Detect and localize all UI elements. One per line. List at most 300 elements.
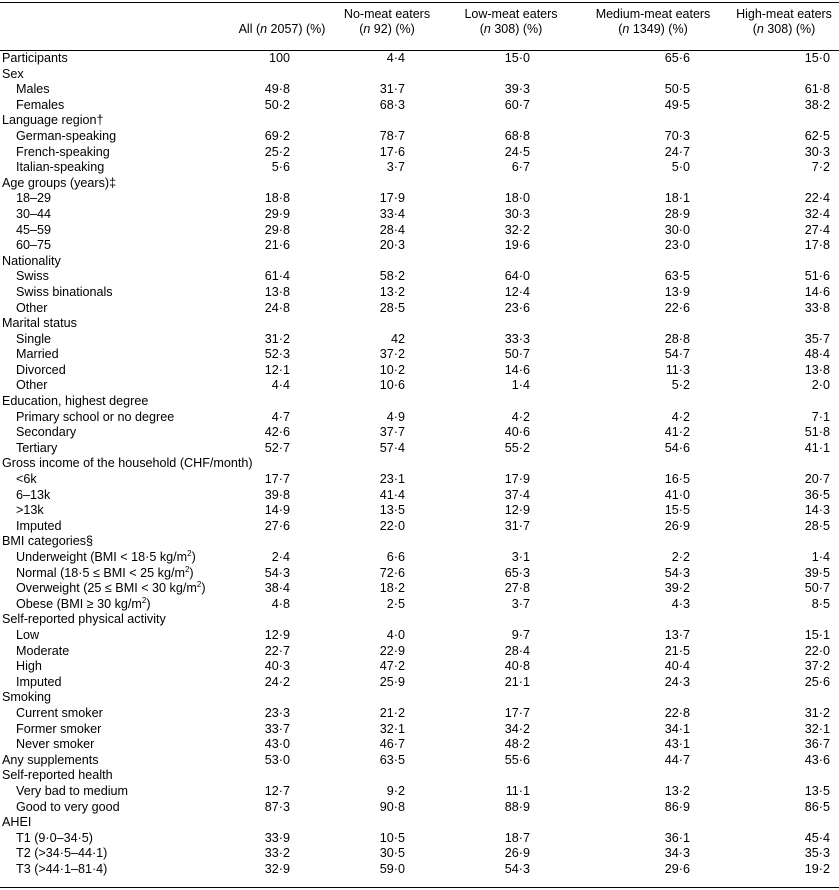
row-label: Very bad to medium [16,783,129,798]
row-label: Italian-speaking [16,160,105,175]
cell-value: 21·2 [379,705,405,720]
cell-value: 17·7 [264,472,290,487]
cell-value: 61·8 [804,82,830,97]
cell-value: 46·7 [379,737,405,752]
table-row [0,706,839,722]
cell-value: 36·1 [664,830,690,845]
table-row [0,519,839,535]
cell-value: 23·0 [664,238,690,253]
cell-value: 29·8 [264,222,290,237]
cell-value: 42·6 [264,425,290,440]
cell-value: 24·7 [664,144,690,159]
header-all: All (n 2057) (%) [238,22,326,36]
cell-value: 28·8 [664,331,690,346]
table-row [0,51,839,67]
cell-value: 43·6 [804,752,830,767]
table-row [0,347,839,363]
table-row [0,800,839,816]
cell-value: 86·5 [804,799,830,814]
row-label: Other [16,300,48,315]
cell-value: 24·8 [264,300,290,315]
table-body [0,51,839,877]
table-row [0,831,839,847]
cell-value: 31·7 [379,82,405,97]
table-row [0,456,839,472]
table-row [0,550,839,566]
cell-value: 4·3 [671,596,690,611]
cell-value: 33·8 [804,300,830,315]
cell-value: 13·8 [264,284,290,299]
cell-value: 9·2 [386,783,405,798]
cell-value: 34·2 [504,721,530,736]
cell-value: 32·1 [804,721,830,736]
row-label: Never smoker [16,737,95,752]
header-high-meat: High-meat eaters (n 308) (%) [736,7,832,36]
cell-value: 30·0 [664,222,690,237]
cell-value: 29·6 [664,861,690,876]
cell-value: 14·9 [264,503,290,518]
table-row [0,238,839,254]
cell-value: 55·2 [504,440,530,455]
cell-value: 22·6 [664,300,690,315]
cell-value: 14·3 [804,503,830,518]
cell-value: 27·6 [264,518,290,533]
cell-value: 26·9 [664,518,690,533]
table-row [0,597,839,613]
table-row [0,129,839,145]
table-row [0,628,839,644]
cell-value: 36·5 [804,487,830,502]
cell-value: 65·3 [504,565,530,580]
cell-value: 30·3 [804,144,830,159]
cell-value: 33·4 [379,206,405,221]
table-row [0,301,839,317]
row-label: German-speaking [16,128,117,143]
cell-value: 54·3 [504,861,530,876]
cell-value: 4·2 [671,409,690,424]
cell-value: 18·2 [379,581,405,596]
table-row [0,160,839,176]
cell-value: 14·6 [504,362,530,377]
cell-value: 9·7 [511,627,530,642]
cell-value: 16·5 [664,472,690,487]
row-label: Imputed [16,518,62,533]
cell-value: 70·3 [664,128,690,143]
table-row [0,425,839,441]
row-label: Tertiary [16,440,58,455]
row-label: 30–44 [16,206,52,221]
cell-value: 23·1 [379,472,405,487]
header-no-meat: No-meat eaters (n 92) (%) [343,7,431,36]
header-medium-meat: Medium-meat eaters (n 1349) (%) [595,7,711,36]
cell-value: 13·8 [804,362,830,377]
table-row [0,410,839,426]
cell-value: 42 [390,331,405,346]
table-row [0,768,839,784]
table-row [0,737,839,753]
table-row [0,316,839,332]
row-label: Obese (BMI ≥ 30 $kg/m^2$) [16,595,151,611]
table-row [0,332,839,348]
table-row [0,254,839,270]
cell-value: 58·2 [379,269,405,284]
row-label: BMI categories§ [2,534,93,549]
cell-value: 17·8 [804,238,830,253]
cell-value: 68·3 [379,97,405,112]
row-label: 60–75 [16,238,52,253]
cell-value: 48·2 [504,737,530,752]
cell-value: 17·6 [379,144,405,159]
cell-value: 21·1 [504,674,530,689]
row-label: 18–29 [16,191,52,206]
cell-value: 35·7 [804,331,830,346]
cell-value: 4·4 [386,51,405,65]
cell-value: 61·4 [264,269,290,284]
cell-value: 17·9 [379,191,405,206]
cell-value: 25·2 [264,144,290,159]
table-row [0,566,839,582]
cell-value: 12·4 [504,284,530,299]
cell-value: 43·0 [264,737,290,752]
cell-value: 8·5 [811,596,830,611]
cell-value: 28·5 [379,300,405,315]
cell-value: 19·2 [804,861,830,876]
row-label: Divorced [16,362,66,377]
row-label: T2 (>34·5–44·1) [16,846,108,861]
table-row [0,846,839,862]
table-row [0,675,839,691]
cell-value: 36·7 [804,737,830,752]
cell-value: 25·9 [379,674,405,689]
top-rule [0,2,839,3]
cell-value: 17·7 [504,705,530,720]
cell-value: 54·3 [664,565,690,580]
cell-value: 6·7 [511,160,530,175]
cell-value: 2·5 [386,596,405,611]
cell-value: 39·3 [504,82,530,97]
table-row [0,722,839,738]
table-row [0,534,839,550]
cell-value: 13·7 [664,627,690,642]
cell-value: 49·8 [264,82,290,97]
cell-value: 2·0 [811,378,830,393]
cell-value: 15·5 [664,503,690,518]
cell-value: 5·6 [271,160,290,175]
cell-value: 28·9 [664,206,690,221]
cell-value: 13·2 [379,284,405,299]
cell-value: 32·2 [504,222,530,237]
cell-value: 6·6 [386,550,405,564]
cell-value: 50·5 [664,82,690,97]
cell-value: 13·9 [664,284,690,299]
cell-value: 63·5 [379,752,405,767]
row-label: Language region† [2,113,104,128]
table-row [0,753,839,769]
row-label: Low [16,627,40,642]
cell-value: 60·7 [504,97,530,112]
table-row [0,176,839,192]
cell-value: 23·6 [504,300,530,315]
cell-value: 7·2 [811,160,830,175]
cell-value: 90·8 [379,799,405,814]
cell-value: 38·4 [264,581,290,596]
cell-value: 48·4 [804,347,830,362]
cell-value: 51·8 [804,425,830,440]
cell-value: 33·3 [504,331,530,346]
table-row [0,191,839,207]
cell-value: 27·8 [504,581,530,596]
row-label: Other [16,378,48,393]
cell-value: 10·2 [379,362,405,377]
cell-value: 41·0 [664,487,690,502]
cell-value: 13·5 [804,783,830,798]
cell-value: 49·5 [664,97,690,112]
cell-value: 5·0 [671,160,690,175]
cell-value: 54·7 [664,347,690,362]
cell-value: 34·1 [664,721,690,736]
cell-value: 53·0 [264,752,290,767]
row-label: Education, highest degree [2,394,149,409]
cell-value: 13·2 [664,783,690,798]
cell-value: 40·4 [664,659,690,674]
cell-value: 20·3 [379,238,405,253]
table-row [0,113,839,129]
table-row [0,488,839,504]
cell-value: 50·7 [504,347,530,362]
cell-value: 1·4 [511,378,530,393]
cell-value: 4·8 [271,596,290,611]
cell-value: 37·2 [804,659,830,674]
cell-value: 33·9 [264,830,290,845]
cell-value: 31·2 [264,331,290,346]
table-row [0,285,839,301]
cell-value: 27·4 [804,222,830,237]
cell-value: 25·6 [804,674,830,689]
cell-value: 18·1 [664,191,690,206]
cell-value: 34·3 [664,846,690,861]
cell-value: 14·6 [804,284,830,299]
table-row [0,862,839,878]
cell-value: 78·7 [379,128,405,143]
row-label: Self-reported health [2,768,113,783]
cell-value: 28·4 [379,222,405,237]
cell-value: 3·7 [511,596,530,611]
cell-value: 31·7 [504,518,530,533]
cell-value: 62·5 [804,128,830,143]
cell-value: 44·7 [664,752,690,767]
cell-value: 28·4 [504,643,530,658]
row-label: Marital status [2,316,77,331]
cell-value: 12·9 [504,503,530,518]
cell-value: 23·3 [264,705,290,720]
row-label: Single [16,331,52,346]
table-row [0,612,839,628]
cell-value: 7·1 [811,409,830,424]
table-row [0,394,839,410]
row-label: Current smoker [16,705,103,720]
row-label: Self-reported physical activity [2,612,166,627]
cell-value: 40·6 [504,425,530,440]
cell-value: 43·1 [664,737,690,752]
row-label: Imputed [16,674,62,689]
cell-value: 5·2 [671,378,690,393]
table-row [0,98,839,114]
cell-value: 65·6 [664,51,690,65]
cell-value: 4·2 [511,409,530,424]
cell-value: 11·3 [665,362,690,377]
cell-value: 11·1 [505,783,530,798]
cell-value: 26·9 [504,846,530,861]
cell-value: 32·4 [804,206,830,221]
table-row [0,363,839,379]
row-label: Age groups (years)‡ [2,175,117,190]
cell-value: 37·4 [504,487,530,502]
cell-value: 21·5 [664,643,690,658]
row-label: Normal (18·5 ≤ BMI < 25 $kg/m^2$) [16,564,194,580]
cell-value: 41·2 [664,425,690,440]
row-label: High [16,659,42,674]
cell-value: 4·7 [271,409,290,424]
cell-value: 24·5 [504,144,530,159]
row-label: Moderate [16,643,70,658]
cell-value: 52·7 [264,440,290,455]
row-label: 45–59 [16,222,52,237]
cell-value: 10·5 [379,830,405,845]
cell-value: 33·2 [264,846,290,861]
cell-value: 22·0 [804,643,830,658]
table-row [0,581,839,597]
cell-value: 45·4 [804,830,830,845]
table-row [0,145,839,161]
cell-value: 59·0 [379,861,405,876]
row-label: Females [16,97,65,112]
cell-value: 31·2 [804,705,830,720]
row-label: Participants [2,51,68,65]
row-label: Underweight (BMI < 18·5 $kg/m^2$) [16,548,196,564]
cell-value: 41·4 [379,487,405,502]
cell-value: 24·2 [264,674,290,689]
table-row [0,690,839,706]
row-label: Nationality [2,253,61,268]
table-row [0,378,839,394]
cell-value: 1·4 [811,550,830,564]
cell-value: 18·0 [504,191,530,206]
cell-value: 52·3 [264,347,290,362]
row-label: >13k [16,503,44,518]
cell-value: 86·9 [664,799,690,814]
cell-value: 15·1 [804,627,830,642]
cell-value: 28·5 [804,518,830,533]
cell-value: 12·7 [264,783,290,798]
table-row [0,67,839,83]
cell-value: 57·4 [379,440,405,455]
cell-value: 4·4 [271,378,290,393]
cell-value: 50·2 [264,97,290,112]
cell-value: 33·7 [264,721,290,736]
cell-value: 15·0 [504,51,530,65]
row-label: Former smoker [16,721,102,736]
cell-value: 54·3 [264,565,290,580]
cell-value: 3·1 [511,550,530,564]
table-row [0,82,839,98]
cell-value: 30·3 [504,206,530,221]
table-row [0,223,839,239]
table-row [0,503,839,519]
row-label: Overweight (25 ≤ BMI < 30 $kg/m^2$) [16,580,206,596]
cell-value: 18·7 [504,830,530,845]
row-label: T1 (9·0–34·5) [16,830,93,845]
cell-value: 88·9 [504,799,530,814]
cell-value: 4·9 [386,409,405,424]
cell-value: 54·6 [664,440,690,455]
cell-value: 39·8 [264,487,290,502]
cell-value: 3·7 [386,160,405,175]
table-row [0,644,839,660]
row-label: Gross income of the household (CHF/month) [2,456,253,471]
header-low-meat: Low-meat eaters (n 308) (%) [464,7,558,36]
cell-value: 64·0 [504,269,530,284]
table-row [0,269,839,285]
row-label: Swiss [16,269,49,284]
table-row [0,441,839,457]
cell-value: 39·2 [664,581,690,596]
cell-value: 32·1 [379,721,405,736]
cell-value: 22·8 [664,705,690,720]
cell-value: 12·1 [264,362,290,377]
row-label: Secondary [16,425,77,440]
cell-value: 55·6 [504,752,530,767]
table-row [0,472,839,488]
cell-value: 15·0 [804,51,830,65]
bottom-rule [0,887,839,888]
cell-value: 47·2 [379,659,405,674]
cell-value: 32·9 [264,861,290,876]
cell-value: 50·7 [804,581,830,596]
cell-value: 37·2 [379,347,405,362]
cell-value: 2·2 [671,550,690,564]
cell-value: 10·6 [379,378,405,393]
cell-value: 41·1 [804,440,830,455]
cell-value: 22·0 [379,518,405,533]
cell-value: 21·6 [264,238,290,253]
cell-value: 2·4 [271,550,290,564]
cell-value: 87·3 [264,799,290,814]
cell-value: 22·7 [264,643,290,658]
cell-value: 51·6 [804,269,830,284]
cell-value: 24·3 [664,674,690,689]
table-row [0,207,839,223]
row-label: Males [16,82,50,97]
cell-value: 29·9 [264,206,290,221]
cell-value: 39·5 [804,565,830,580]
row-label: Smoking [2,690,51,705]
table-row [0,659,839,675]
cell-value: 68·8 [504,128,530,143]
cell-value: 40·8 [504,659,530,674]
cell-value: 69·2 [264,128,290,143]
cell-value: 18·8 [264,191,290,206]
row-label: Primary school or no degree [16,409,175,424]
row-label: <6k [16,472,37,487]
cell-value: 17·9 [504,472,530,487]
cell-value: 72·6 [379,565,405,580]
cell-value: 12·9 [264,627,290,642]
row-label: AHEI [2,815,32,830]
cell-value: 22·9 [379,643,405,658]
cell-value: 19·6 [504,238,530,253]
cell-value: 63·5 [664,269,690,284]
cell-value: 30·5 [379,846,405,861]
